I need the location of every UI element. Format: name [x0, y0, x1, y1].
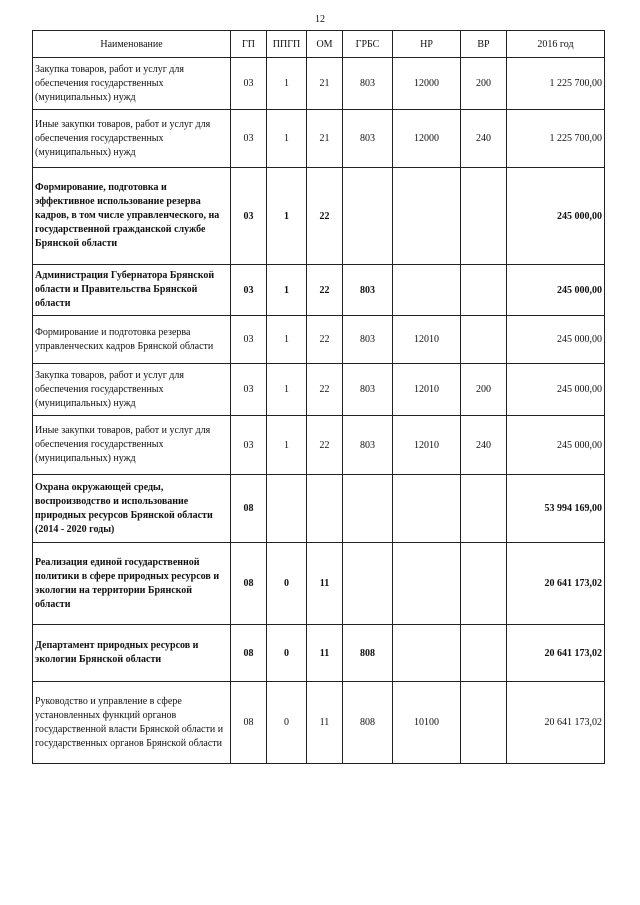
row-np: 12010	[393, 364, 461, 416]
row-amount: 20 641 173,02	[507, 682, 605, 764]
row-amount: 245 000,00	[507, 265, 605, 316]
row-ppgp: 1	[267, 110, 307, 168]
row-gp: 03	[231, 58, 267, 110]
row-grbs: 803	[343, 364, 393, 416]
row-ppgp: 1	[267, 316, 307, 364]
row-ppgp: 1	[267, 58, 307, 110]
row-om	[307, 475, 343, 543]
row-gp: 03	[231, 110, 267, 168]
table-row	[33, 265, 605, 316]
row-np	[393, 625, 461, 682]
row-amount: 245 000,00	[507, 168, 605, 265]
row-om: 21	[307, 58, 343, 110]
row-amount: 245 000,00	[507, 364, 605, 416]
table-row	[33, 543, 605, 625]
row-vr	[461, 265, 507, 316]
row-np	[393, 265, 461, 316]
row-vr	[461, 625, 507, 682]
header-gp: ГП	[231, 31, 267, 58]
table-row	[33, 475, 605, 543]
row-vr	[461, 682, 507, 764]
header-grbs: ГРБС	[343, 31, 393, 58]
row-np: 12000	[393, 58, 461, 110]
row-name: Департамент природных ресурсов и экологии Брянской области	[33, 625, 231, 682]
header-year: 2016 год	[507, 31, 605, 58]
table-row	[33, 168, 605, 265]
header-np: НР	[393, 31, 461, 58]
table-row	[33, 625, 605, 682]
row-np: 12010	[393, 416, 461, 475]
table-row	[33, 316, 605, 364]
row-np	[393, 168, 461, 265]
row-name: Закупка товаров, работ и услуг для обеспечения государственных (муниципальных) нужд	[33, 364, 231, 416]
row-ppgp: 0	[267, 625, 307, 682]
row-amount: 1 225 700,00	[507, 110, 605, 168]
table-row	[33, 58, 605, 110]
row-gp: 03	[231, 416, 267, 475]
row-vr: 240	[461, 110, 507, 168]
table-row	[33, 364, 605, 416]
budget-table	[32, 30, 605, 764]
row-vr	[461, 475, 507, 543]
row-np: 12010	[393, 316, 461, 364]
table-row	[33, 682, 605, 764]
row-ppgp: 1	[267, 416, 307, 475]
row-om: 11	[307, 543, 343, 625]
row-vr	[461, 316, 507, 364]
row-gp: 03	[231, 265, 267, 316]
row-ppgp: 1	[267, 168, 307, 265]
table-row	[33, 110, 605, 168]
row-gp: 08	[231, 625, 267, 682]
row-grbs: 803	[343, 110, 393, 168]
row-grbs: 808	[343, 625, 393, 682]
row-om: 11	[307, 625, 343, 682]
row-amount: 1 225 700,00	[507, 58, 605, 110]
row-vr	[461, 543, 507, 625]
row-vr: 200	[461, 58, 507, 110]
row-name: Реализация единой государственной политики в сфере природных ресурсов и экологии на территории Брянской области	[33, 543, 231, 625]
row-om: 22	[307, 316, 343, 364]
row-om: 22	[307, 416, 343, 475]
row-name: Руководство и управление в сфере установленных функций органов государственной власти Брянской области и государственных органов Брянской области	[33, 682, 231, 764]
row-grbs	[343, 475, 393, 543]
header-om: ОМ	[307, 31, 343, 58]
row-name: Иные закупки товаров, работ и услуг для обеспечения государственных (муниципальных) нужд	[33, 416, 231, 475]
row-amount: 20 641 173,02	[507, 543, 605, 625]
row-gp: 08	[231, 543, 267, 625]
page-number: 12	[315, 14, 325, 25]
row-gp: 08	[231, 475, 267, 543]
row-gp: 03	[231, 168, 267, 265]
row-np	[393, 475, 461, 543]
row-grbs	[343, 543, 393, 625]
row-om: 21	[307, 110, 343, 168]
row-ppgp: 0	[267, 682, 307, 764]
row-om: 22	[307, 364, 343, 416]
header-name: Наименование	[33, 31, 231, 58]
row-ppgp: 1	[267, 364, 307, 416]
row-np: 10100	[393, 682, 461, 764]
row-name: Охрана окружающей среды, воспроизводство и использование природных ресурсов Брянской области (2014 - 2020 годы)	[33, 475, 231, 543]
row-ppgp	[267, 475, 307, 543]
row-name: Администрация Губернатора Брянской области и Правительства Брянской области	[33, 265, 231, 316]
row-grbs: 808	[343, 682, 393, 764]
header-vr: ВР	[461, 31, 507, 58]
row-gp: 03	[231, 364, 267, 416]
row-grbs: 803	[343, 58, 393, 110]
row-amount: 53 994 169,00	[507, 475, 605, 543]
header-ppgp: ППГП	[267, 31, 307, 58]
row-om: 11	[307, 682, 343, 764]
row-amount: 20 641 173,02	[507, 625, 605, 682]
row-gp: 08	[231, 682, 267, 764]
row-vr	[461, 168, 507, 265]
table-header-row	[33, 31, 605, 58]
row-om: 22	[307, 168, 343, 265]
row-gp: 03	[231, 316, 267, 364]
row-name: Закупка товаров, работ и услуг для обеспечения государственных (муниципальных) нужд	[33, 58, 231, 110]
row-amount: 245 000,00	[507, 316, 605, 364]
row-grbs: 803	[343, 316, 393, 364]
row-np	[393, 543, 461, 625]
table-row	[33, 416, 605, 475]
row-np: 12000	[393, 110, 461, 168]
row-vr: 200	[461, 364, 507, 416]
row-grbs: 803	[343, 416, 393, 475]
row-amount: 245 000,00	[507, 416, 605, 475]
row-name: Формирование, подготовка и эффективное использование резерва кадров, в том числе управленческого, на государственной гражданской службе Брянской области	[33, 168, 231, 265]
row-ppgp: 1	[267, 265, 307, 316]
row-grbs	[343, 168, 393, 265]
row-name: Формирование и подготовка резерва управленческих кадров Брянской области	[33, 316, 231, 364]
row-ppgp: 0	[267, 543, 307, 625]
row-name: Иные закупки товаров, работ и услуг для обеспечения государственных (муниципальных) нужд	[33, 110, 231, 168]
row-vr: 240	[461, 416, 507, 475]
row-grbs: 803	[343, 265, 393, 316]
row-om: 22	[307, 265, 343, 316]
